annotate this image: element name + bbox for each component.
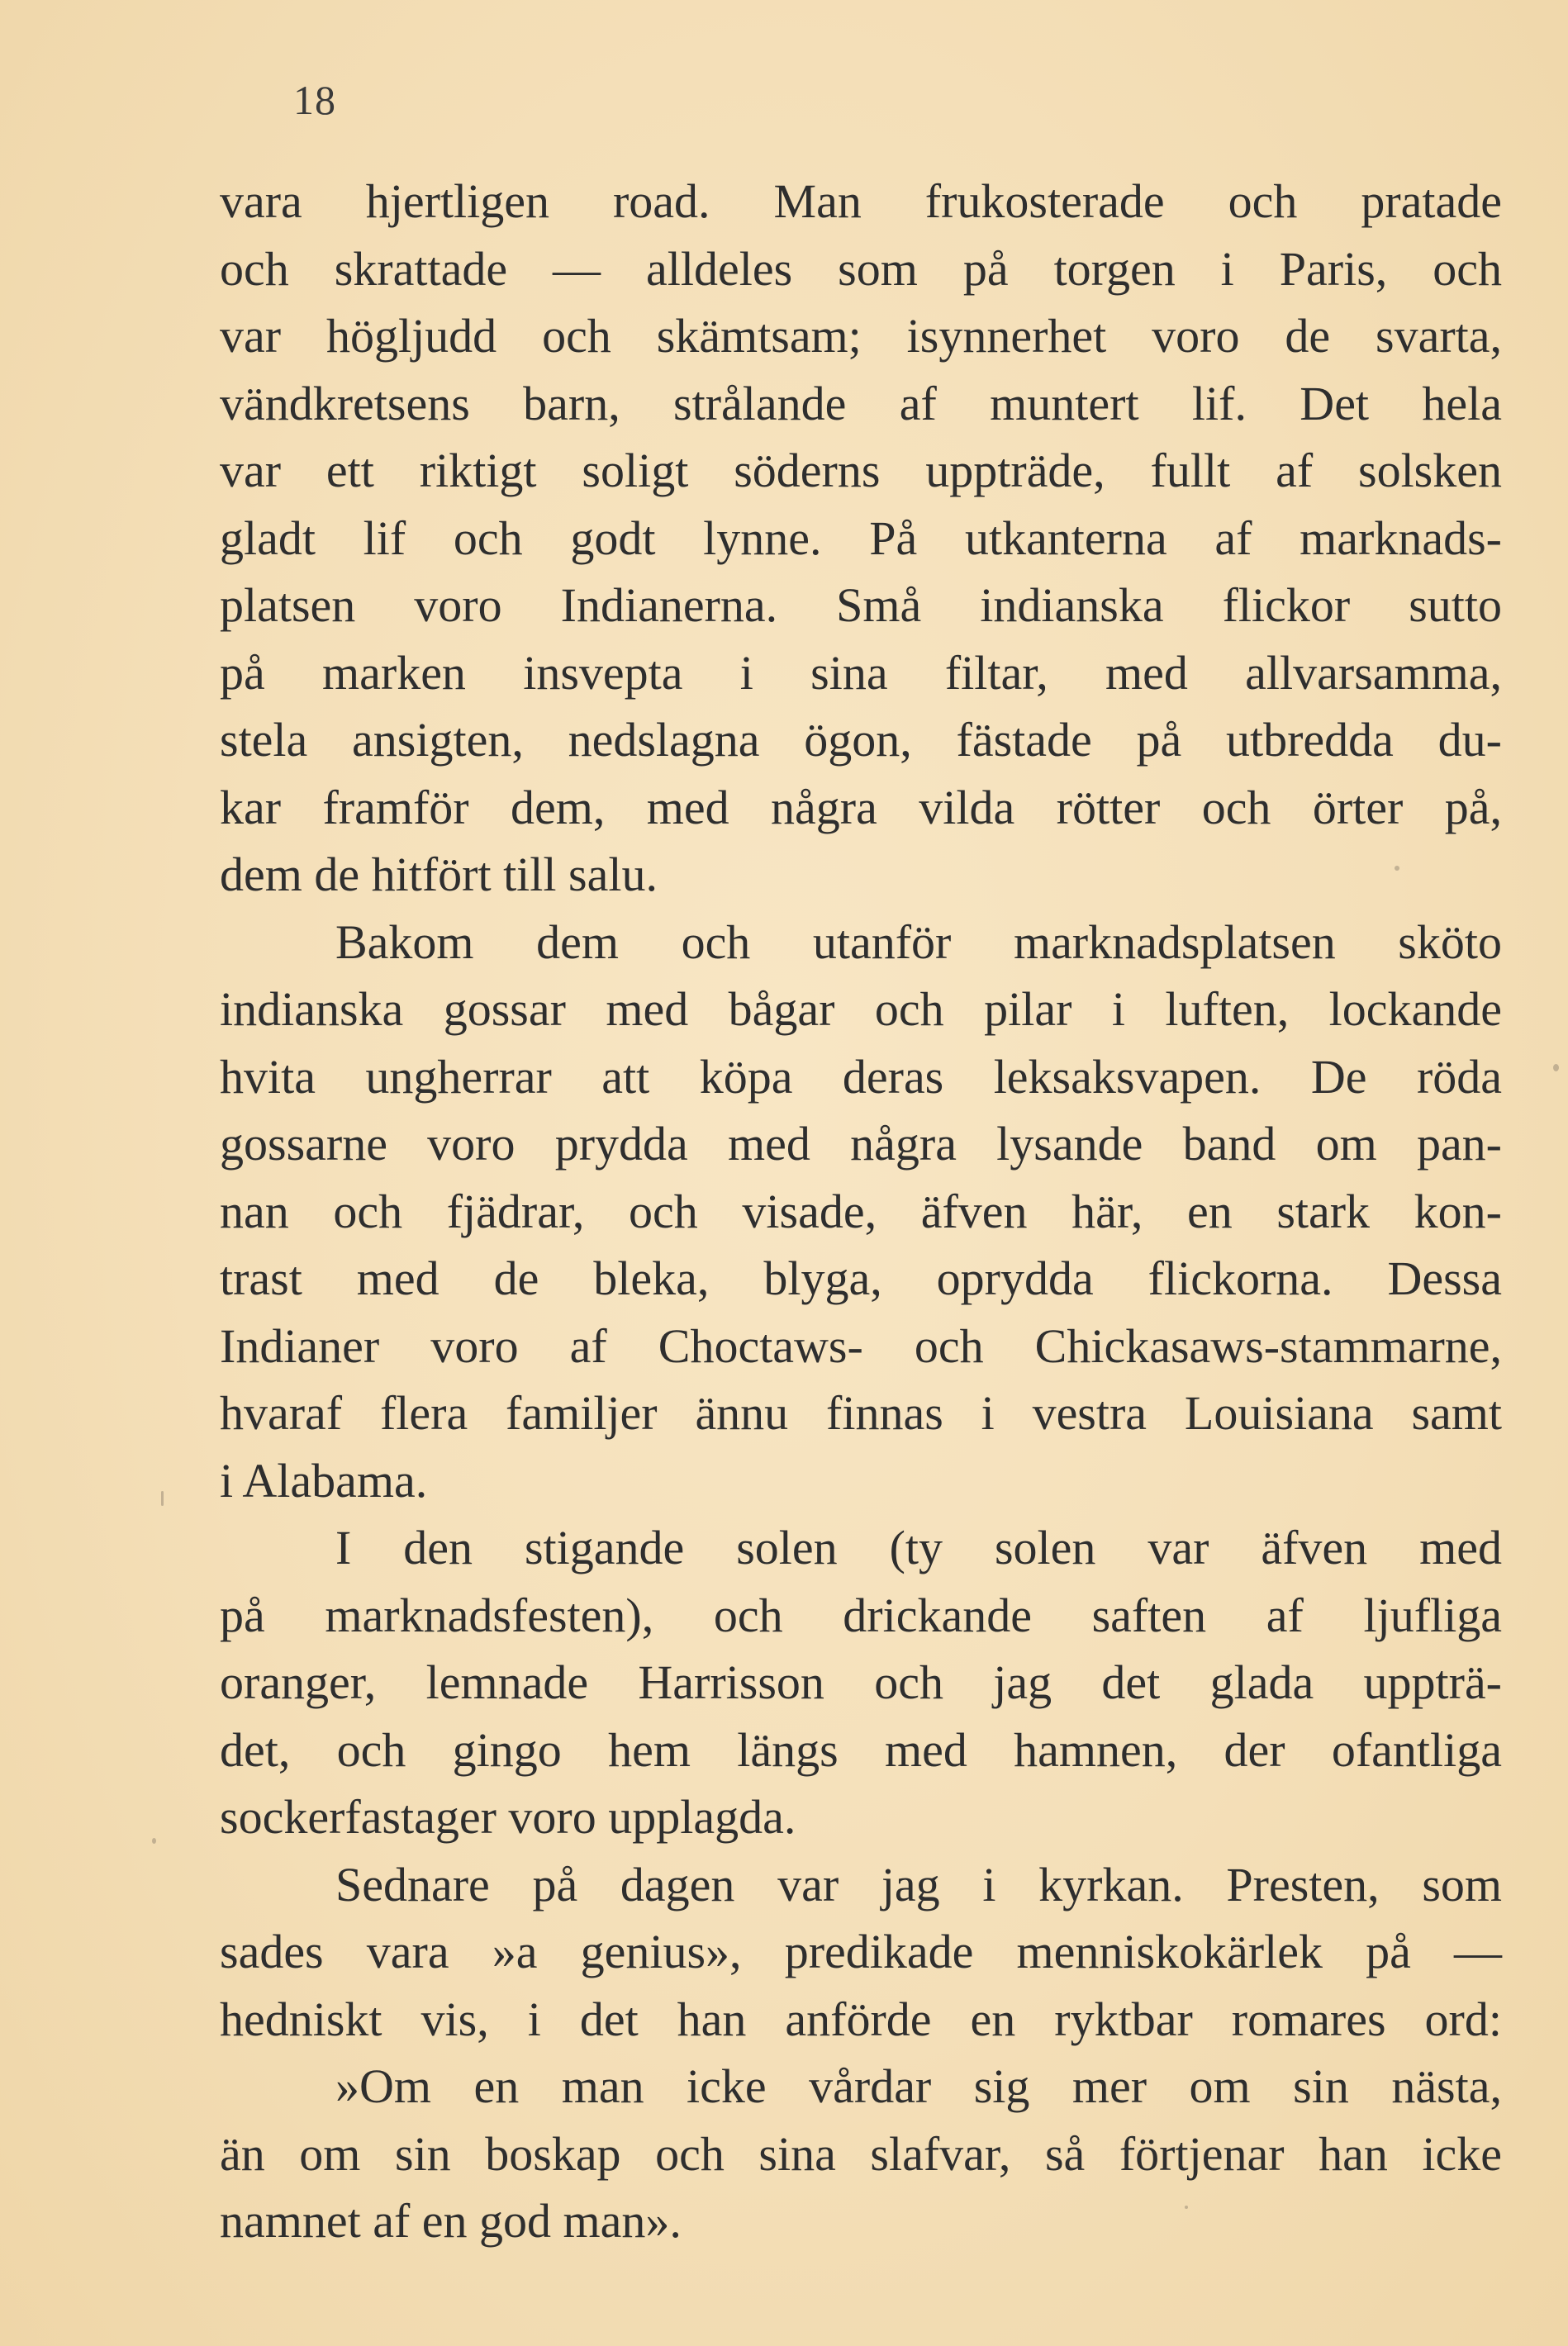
text-line: på marken insvepta i sina filtar, med allvarsamma, <box>220 645 1502 700</box>
text-line: dem de hitfört till salu. <box>220 848 658 901</box>
text-line: stela ansigten, nedslagna ögon, fästade på utbredda du- <box>220 713 1502 767</box>
text-line: det, och gingo hem längs med hamnen, der ofantliga <box>220 1722 1502 1777</box>
text-line: var ett riktigt soligt söderns uppträde, fullt af solsken <box>220 444 1502 497</box>
text-line: oranger, lemnade Harrisson och jag det glada uppträ- <box>220 1655 1502 1709</box>
text-line: Sednare på dagen var jag i kyrkan. Presten, som <box>335 1857 1502 1911</box>
text-line: sades vara »a genius», predikade menniskokärlek på — <box>220 1925 1502 1978</box>
paper-speck <box>1395 866 1399 871</box>
text-line: kar framför dem, med några vilda rötter och örter på, <box>220 780 1502 834</box>
text-line: hvita ungherrar att köpa deras leksaksvapen. De röda <box>220 1049 1502 1104</box>
body-text <box>220 168 1502 2255</box>
text-line: vändkretsens barn, strålande af muntert lif. Det hela <box>220 376 1502 430</box>
text-line: hedniskt vis, i det han anförde en ryktbar romares ord: <box>220 1992 1502 2046</box>
text-line: sockerfastager voro upplagda. <box>220 1790 796 1844</box>
text-line: Bakom dem och utanför marknadsplatsen sköto <box>335 914 1502 969</box>
text-line: I den stigande solen (ty solen var äfven med <box>335 1521 1502 1574</box>
page-number: 18 <box>293 77 336 123</box>
text-line: indianska gossar med bågar och pilar i luften, lockande <box>220 982 1502 1036</box>
text-line: trast med de bleka, blyga, oprydda flickorna. Dessa <box>220 1251 1502 1305</box>
text-line: gladt lif och godt lynne. På utkanterna af marknads- <box>220 511 1502 565</box>
text-line: var högljudd och skämtsam; isynnerhet voro de svarta, <box>220 309 1502 363</box>
text-line: gossarne voro prydda med några lysande band om pan- <box>220 1117 1502 1171</box>
paper-speck <box>152 1838 156 1844</box>
text-line: än om sin boskap och sina slafvar, så förtjenar han icke <box>220 2126 1502 2181</box>
text-line: »Om en man icke vårdar sig mer om sin nästa, <box>335 2059 1502 2113</box>
text-line: vara hjertligen road. Man frukosterade och pratade <box>220 174 1502 228</box>
paper-speck <box>1185 2206 1188 2209</box>
text-line: i Alabama. <box>220 1453 428 1508</box>
text-line: och skrattade — alldeles som på torgen i Paris, och <box>220 241 1502 296</box>
paper-speck <box>161 1491 164 1506</box>
text-line: nan och fjädrar, och visade, äfven här, en stark kon- <box>220 1184 1502 1238</box>
text-line: hvaraf flera familjer ännu finnas i vestra Louisiana samt <box>220 1386 1502 1440</box>
text-line: på marknadsfesten), och drickande saften af ljufliga <box>220 1588 1502 1642</box>
text-line: platsen voro Indianerna. Små indianska flickor sutto <box>220 578 1502 632</box>
paper-speck <box>1553 1064 1559 1071</box>
text-line: Indianer voro af Choctaws- och Chickasaws-stammarne, <box>220 1318 1502 1373</box>
text-line: namnet af en god man». <box>220 2194 682 2248</box>
